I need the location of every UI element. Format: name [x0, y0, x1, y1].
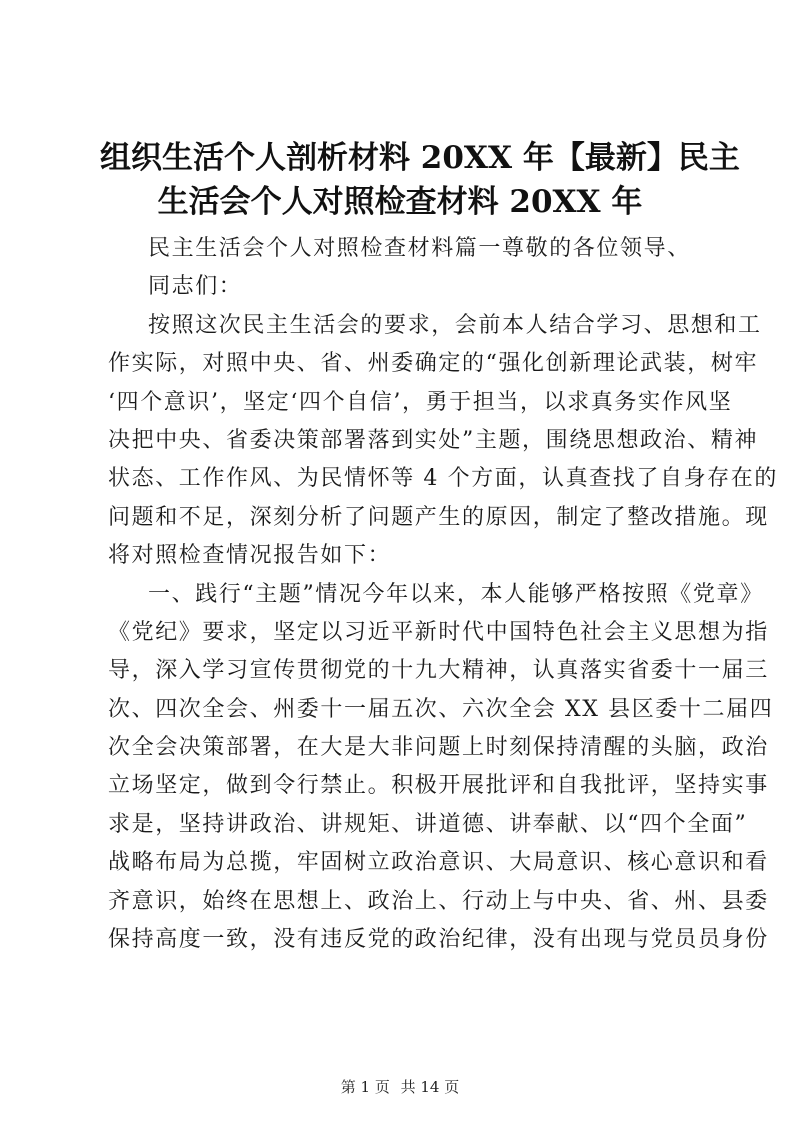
page-total: 共 14 页 [400, 1078, 460, 1096]
body-line: 决把中央、省委决策部署落到实处”主题，围绕思想政治、精神 [108, 427, 759, 453]
body-line: 状态、工作作风、为民情怀等 4 个方面，认真查找了自身存在的 [108, 466, 778, 492]
body-line: 次、四次全会、州委十一届五次、六次全会 XX 县区委十二届四 [108, 696, 774, 722]
body-line: 《党纪》要求，坚定以习近平新时代中国特色社会主义思想为指 [108, 619, 769, 645]
body-line: 同志们： [148, 274, 243, 300]
document-title [100, 136, 740, 224]
body-line: 按照这次民主生活会的要求，会前本人结合学习、思想和工 [148, 312, 762, 338]
body-line: 作实际，对照中央、省、州委确定的“强化创新理论武装，树牢 [108, 351, 759, 377]
body-line: 导，深入学习宣传贯彻党的十九大精神，认真落实省委十一届三 [108, 658, 769, 684]
body-line: 民主生活会个人对照检查材料篇一尊敬的各位领导、 [148, 236, 691, 261]
body-line: 求是，坚持讲政治、讲规矩、讲道德、讲奉献、以“四个全面” [108, 811, 748, 837]
page-number: 第 1 页 [340, 1078, 390, 1096]
title-line-1: 组织生活个人剖析材料 20XX 年【最新】民主 [100, 140, 740, 176]
body-line: 立场坚定，做到令行禁止。积极开展批评和自我批评，坚持实事 [108, 773, 769, 799]
body-line: 保持高度一致，没有违反党的政治纪律，没有出现与党员员身份 [108, 927, 769, 953]
body-line: 一、践行“主题”情况今年以来，本人能够严格按照《党章》 [148, 581, 764, 607]
page-footer [0, 1076, 800, 1097]
body-line: 将对照检查情况报告如下： [108, 543, 392, 569]
body-line: ‘四个意识’，坚定‘四个自信’，勇于担当，以求真务实作风坚 [108, 389, 733, 415]
body-line: 战略布局为总揽，牢固树立政治意识、大局意识、核心意识和看 [108, 850, 769, 876]
document-body [108, 230, 778, 959]
title-line-2: 生活会个人对照检查材料 20XX 年 [157, 184, 643, 220]
body-line: 齐意识，始终在思想上、政治上、行动上与中央、省、州、县委 [108, 888, 769, 914]
body-line: 问题和不足，深刻分析了问题产生的原因，制定了整改措施。现 [108, 504, 769, 530]
body-line: 次全会决策部署，在大是大非问题上时刻保持清醒的头脑，政治 [108, 735, 769, 761]
